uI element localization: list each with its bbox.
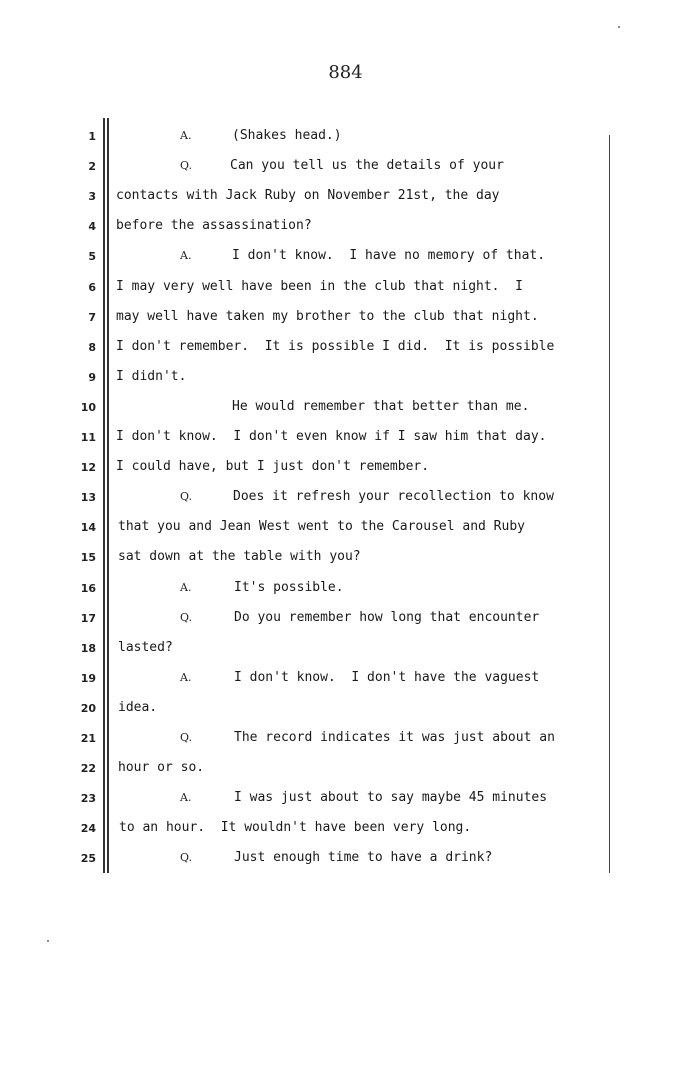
transcript-line-text: lasted? [118,639,173,655]
line-number: 18 [80,641,96,655]
transcript-line-text: I may very well have been in the club that night. I [116,278,523,294]
line-number: 14 [80,521,96,535]
speaker-label: A. [180,791,192,805]
speaker-label: A. [180,670,192,684]
line-number: 13 [80,491,96,505]
line-number: 7 [88,310,96,324]
transcript-line-text: Can you tell us the details of your [230,158,504,174]
scan-speck [47,940,49,942]
transcript-line-text: hour or so. [118,760,205,776]
right-margin-rule [609,135,610,873]
transcript-line-text: that you and Jean West went to the Carousel and Ruby [118,519,525,535]
transcript-line-text: Do you remember how long that encounter [234,609,540,625]
transcript-line-text: to an hour. It wouldn't have been very long. [119,820,472,836]
transcript-line-text: I didn't. [116,368,187,384]
line-number: 24 [80,822,96,836]
line-number: 2 [88,160,96,174]
speaker-label: Q. [180,610,192,624]
page-number: 884 [328,62,363,83]
line-number: 10 [80,400,96,414]
transcript-line-text: before the assassination? [116,218,312,234]
line-number: 16 [80,581,96,595]
speaker-label: Q. [180,731,192,744]
speaker-label: A. [180,129,192,142]
transcript-line-text: He would remember that better than me. [232,398,530,414]
line-number: 19 [80,671,96,685]
speaker-label: Q. [180,490,192,504]
speaker-label: A. [180,249,192,263]
line-number: 25 [80,852,96,866]
transcript-line-text: I don't know. I don't have the vaguest [234,669,540,685]
line-number: 20 [80,701,96,715]
transcript-line-text: contacts with Jack Ruby on November 21st, the day [116,188,500,204]
left-margin-rule-inner [107,118,109,873]
transcript-line-text: Just enough time to have a drink? [234,850,493,866]
transcript-line-text: The record indicates it was just about an [234,730,555,745]
transcript-line-text: It's possible. [234,579,344,595]
speaker-label: Q. [180,851,192,865]
line-number: 5 [88,250,96,264]
transcript-line-text: I don't know. I have no memory of that. [232,248,546,264]
line-number: 4 [88,220,96,234]
transcript-line-text: I could have, but I just don't remember. [116,459,430,475]
line-number: 11 [80,431,96,444]
speaker-label: Q. [180,159,192,173]
transcript-line-text: Does it refresh your recollection to know [233,489,554,505]
transcript-line-text: I don't know. I don't even know if I saw him that day. [116,429,547,444]
transcript-line-text: (Shakes head.) [232,128,342,143]
transcript-line-text: sat down at the table with you? [118,549,361,565]
speaker-label: A. [180,580,192,594]
transcript-line-text: may well have taken my brother to the club that night. [116,308,539,324]
line-number: 21 [80,732,96,745]
scan-speck [618,26,620,28]
line-number: 15 [80,551,96,565]
line-number: 8 [88,340,96,354]
transcript-line-text: I was just about to say maybe 45 minutes [234,790,548,806]
line-number: 12 [80,461,96,475]
transcript-line-text: idea. [118,699,158,715]
line-number: 23 [80,792,96,806]
left-margin-rule [103,118,105,873]
line-number: 3 [88,190,96,204]
line-number: 9 [88,370,96,384]
line-number: 22 [80,762,96,776]
line-number: 1 [88,130,96,143]
transcript-line-text: I don't remember. It is possible I did. It is possible [116,338,555,354]
line-number: 6 [88,280,96,294]
line-number: 17 [80,611,96,625]
